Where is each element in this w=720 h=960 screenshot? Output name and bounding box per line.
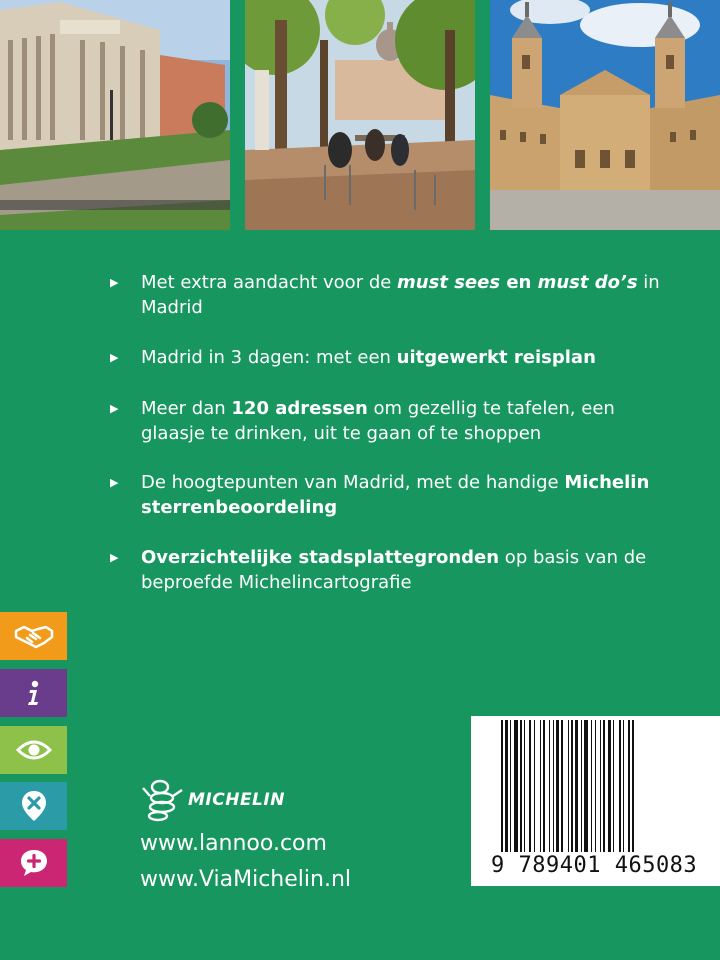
barcode-bar bbox=[524, 720, 525, 852]
barcode-bar bbox=[591, 720, 592, 852]
prado-museum-photo bbox=[0, 0, 230, 230]
feature-text: De hoogtepunten van Madrid, met de handige bbox=[141, 472, 565, 493]
feature-emphasis: Overzichtelijke stadsplattegronden bbox=[141, 547, 500, 568]
barcode-bar bbox=[584, 720, 588, 852]
bullet-arrow-icon: ▶ bbox=[110, 276, 119, 289]
barcode-bar bbox=[603, 720, 605, 852]
barcode-bar bbox=[581, 720, 582, 852]
michelin-man-icon bbox=[140, 778, 186, 822]
barcode-bar bbox=[534, 720, 535, 852]
tab-speech-plus bbox=[0, 839, 67, 887]
barcode-bar bbox=[529, 720, 531, 852]
barcode-bar bbox=[600, 720, 601, 852]
eye-icon bbox=[16, 737, 52, 763]
barcode-bar bbox=[520, 720, 522, 852]
info-icon bbox=[19, 678, 49, 708]
michelin-logo bbox=[140, 778, 320, 822]
barcode-bar bbox=[553, 720, 554, 852]
barcode-bar bbox=[613, 720, 614, 852]
feature-emphasis: uitgewerkt reisplan bbox=[396, 347, 596, 368]
barcode-bar bbox=[575, 720, 578, 852]
feature-emphasis: must do’s bbox=[537, 272, 638, 293]
handshake-icon bbox=[14, 621, 54, 651]
barcode-bar bbox=[556, 720, 559, 852]
barcode-bar bbox=[623, 720, 624, 852]
bullet-arrow-icon: ▶ bbox=[110, 476, 119, 489]
isbn-number: 9 789401 465083 bbox=[491, 853, 698, 878]
barcode bbox=[471, 716, 720, 886]
feature-emphasis: 120 adressen bbox=[231, 398, 368, 419]
barcode-bar bbox=[608, 720, 611, 852]
barcode-bar bbox=[619, 720, 621, 852]
barcode-bar bbox=[561, 720, 563, 852]
barcode-bar bbox=[632, 720, 634, 852]
map-pin-cross-icon bbox=[20, 789, 48, 823]
barcode-bar bbox=[501, 720, 503, 852]
barcode-bar bbox=[510, 720, 511, 852]
feature-text: op basis van de beproefde Michelincartografie bbox=[141, 547, 647, 593]
bullet-arrow-icon: ▶ bbox=[110, 402, 119, 415]
tab-eye bbox=[0, 726, 67, 774]
tab-map-pin bbox=[0, 782, 67, 830]
feature-item bbox=[110, 545, 670, 595]
feature-emphasis: en bbox=[500, 272, 538, 293]
publisher-website: www.lannoo.com bbox=[140, 831, 327, 856]
barcode-bar bbox=[549, 720, 550, 852]
barcode-bar bbox=[505, 720, 508, 852]
feature-text: Met extra aandacht voor de bbox=[141, 272, 398, 293]
barcode-bar bbox=[628, 720, 630, 852]
barcode-bar bbox=[568, 720, 569, 852]
barcode-bar bbox=[514, 720, 518, 852]
feature-item bbox=[110, 470, 670, 520]
feature-text: om gezellig te tafelen, een glaasje te drinken, uit te gaan of te shoppen bbox=[141, 398, 615, 444]
tab-handshake bbox=[0, 612, 67, 660]
el-escorial-photo bbox=[490, 0, 720, 230]
tab-info bbox=[0, 669, 67, 717]
feature-item bbox=[110, 270, 670, 320]
cafe-terrace-photo bbox=[245, 0, 475, 230]
logo-wordmark: MICHELIN bbox=[188, 790, 285, 810]
feature-text: in Madrid bbox=[141, 272, 660, 318]
barcode-bar bbox=[540, 720, 541, 852]
viamichelin-website: www.ViaMichelin.nl bbox=[140, 867, 351, 892]
feature-emphasis: must sees bbox=[397, 272, 501, 293]
bullet-arrow-icon: ▶ bbox=[110, 551, 119, 564]
photo-strip bbox=[0, 0, 720, 230]
feature-item bbox=[110, 345, 596, 370]
bullet-arrow-icon: ▶ bbox=[110, 351, 119, 364]
barcode-bar bbox=[543, 720, 545, 852]
speech-plus-icon bbox=[18, 848, 50, 878]
barcode-bar bbox=[571, 720, 573, 852]
feature-text: Madrid in 3 dagen: met een bbox=[141, 347, 397, 368]
feature-text: Meer dan bbox=[141, 398, 232, 419]
feature-emphasis: Michelin sterrenbeoordeling bbox=[141, 472, 650, 518]
barcode-bar bbox=[595, 720, 596, 852]
feature-item bbox=[110, 396, 670, 446]
